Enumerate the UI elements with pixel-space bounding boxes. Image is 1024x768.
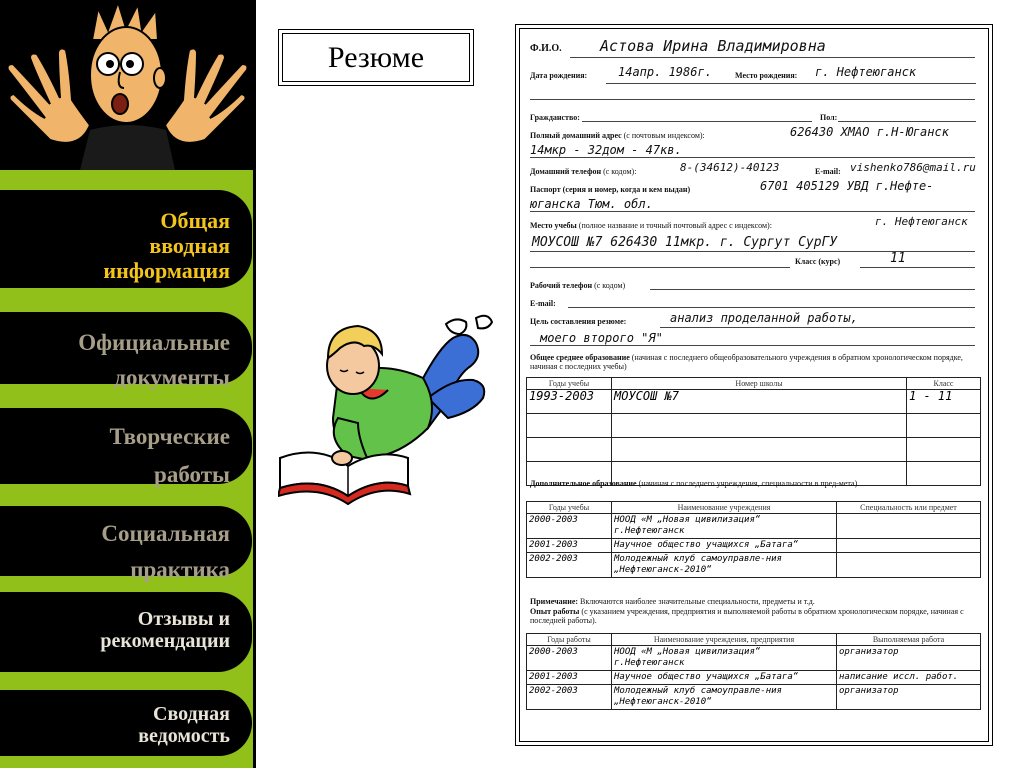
table-row: 2000-2003 НООД «М „Новая цивилизация“ г.Нефтеюганск (527, 514, 981, 539)
nav-social-practice[interactable]: Социальная практика (0, 506, 252, 576)
work-phone-label: Рабочий телефон (с кодом) (530, 281, 626, 290)
table-row: 1993-2003 МОУСОШ №7 1 - 11 (527, 390, 981, 414)
home-phone-label: Домашний телефон (с кодом): (530, 167, 637, 176)
table-row: 2001-2003 Научное общество учащихся „Батага“ написание иссл. работ. (527, 671, 981, 685)
cartoon-header (0, 0, 255, 170)
resume-form-document (515, 24, 993, 746)
nav-summary-sheet[interactable]: Сводная ведомость (0, 690, 252, 756)
email-value: vishenko786@mail.ru (850, 161, 976, 174)
table-row (527, 414, 981, 438)
nav-general-info[interactable]: Общая вводная информация (0, 190, 252, 288)
citizenship-label: Гражданство: (530, 113, 580, 122)
passport-value-line2: юганска Тюм. обл. (530, 197, 653, 211)
email-label: E-mail: (815, 167, 841, 176)
passport-value-line1: 6701 405129 УВД г.Нефте- (760, 179, 934, 193)
class-label: Класс (курс) (795, 257, 841, 266)
reading-boy-illustration (278, 308, 498, 516)
table-row: 2002-2003 Молодежный клуб самоуправле-ния „Нефтеюганск-2010“ (527, 553, 981, 578)
goal-label: Цель составления резюме: (530, 317, 627, 326)
general-education-table (526, 377, 981, 486)
table-row: 2001-2003 Научное общество учащихся „Батага“ (527, 539, 981, 553)
gen-edu-header-years: Годы учебы (527, 378, 612, 390)
study-place-value-line1: г. Нефтеюганск (875, 215, 968, 228)
table-row (527, 438, 981, 462)
nav-creative-works[interactable]: Творческие работы (0, 408, 252, 484)
sex-label: Пол: (820, 113, 838, 122)
general-edu-label: Общее среднее образование (начиная с последнего общеобразовательного учреждения в обратном хронологическом порядке, начиная с последних учебы) (530, 353, 963, 371)
table-row: 2002-2003 Молодежный клуб самоуправле-ния „Нефтеюганск-2010“ организатор (527, 685, 981, 710)
address-label: Полный домашний адрес (с почтовым индексом): (530, 131, 705, 140)
extra-education-table: Годы учебы Наименование учреждения Специальность или предмет 2000-2003 НООД «М „Новая цивилизация“ г.Нефтеюганск 2001-2003 Научное общество учащихся „Батага“ 2002-2003 Молодежный клуб самоуправле-ния „Нефтеюганск-2010“ (526, 501, 981, 578)
extra-edu-label: Дополнительное образование (начиная с последнего учреждения, специальности в пред-мета) (530, 479, 858, 488)
passport-label: Паспорт (серия и номер, когда и кем выдан) (530, 185, 691, 194)
sidebar (0, 0, 255, 768)
page-title: Резюме (282, 33, 470, 82)
birth-place-value: г. Нефтеюганск (815, 65, 917, 79)
address-value-line1: 626430 ХМАО г.Н-Юганск (790, 125, 949, 139)
gen-edu-header-class: Класс (907, 378, 981, 390)
home-phone-value: 8-(34612)-40123 (680, 161, 780, 174)
class-value: 11 (890, 251, 906, 266)
birth-place-label: Место рождения: (735, 71, 798, 80)
gen-edu-header-school: Номер школы (612, 378, 907, 390)
study-place-label: Место учебы (полное название и точный почтовый адрес с индексом): (530, 221, 772, 230)
fio-label: Ф.И.О. (530, 43, 562, 54)
surprised-cartoon-man-illustration (0, 0, 255, 170)
page-title-box (278, 29, 474, 86)
fio-value: Астова Ирина Владимировна (600, 37, 826, 55)
table-row: 2000-2003 НООД «М „Новая цивилизация“ г.Нефтеюганск организатор (527, 646, 981, 671)
birth-label: Дата рождения: (530, 71, 588, 80)
goal-value-line2: моего второго "Я" (540, 331, 663, 345)
goal-value-line1: анализ проделанной работы, (670, 311, 858, 325)
note-line: Примечание: Включаются наиболее значительные специальности, предметы и т.д. (530, 597, 815, 606)
nav-reviews-recommendations[interactable]: Отзывы и рекомендации (0, 592, 252, 672)
work-experience-label: Опыт работы (с указанием учреждения, предприятия и выполняемой работы в обратном хронологическом порядке, начиная с последней работы). (530, 607, 964, 625)
nav-official-documents[interactable]: Официальные документы (0, 312, 252, 384)
work-experience-table: Годы работы Наименование учреждения, предприятия Выполняемая работа 2000-2003 НООД «М „Новая цивилизация“ г.Нефтеюганск организатор 2001-2003 Научное общество учащихся „Батага“ написание иссл. работ. 2002-2003 Молодежный клуб самоуправле-ния „Нефтеюганск-2010“ организатор (526, 633, 981, 710)
study-place-value-line2: МОУСОШ №7 626430 11мкр. г. Сургут СурГУ (532, 235, 838, 250)
address-value-line2: 14мкр - 32дом - 47кв. (530, 143, 682, 157)
sidebar-divider (253, 0, 256, 768)
email2-label: E-mail: (530, 299, 556, 308)
birth-value: 14апр. 1986г. (618, 65, 712, 79)
